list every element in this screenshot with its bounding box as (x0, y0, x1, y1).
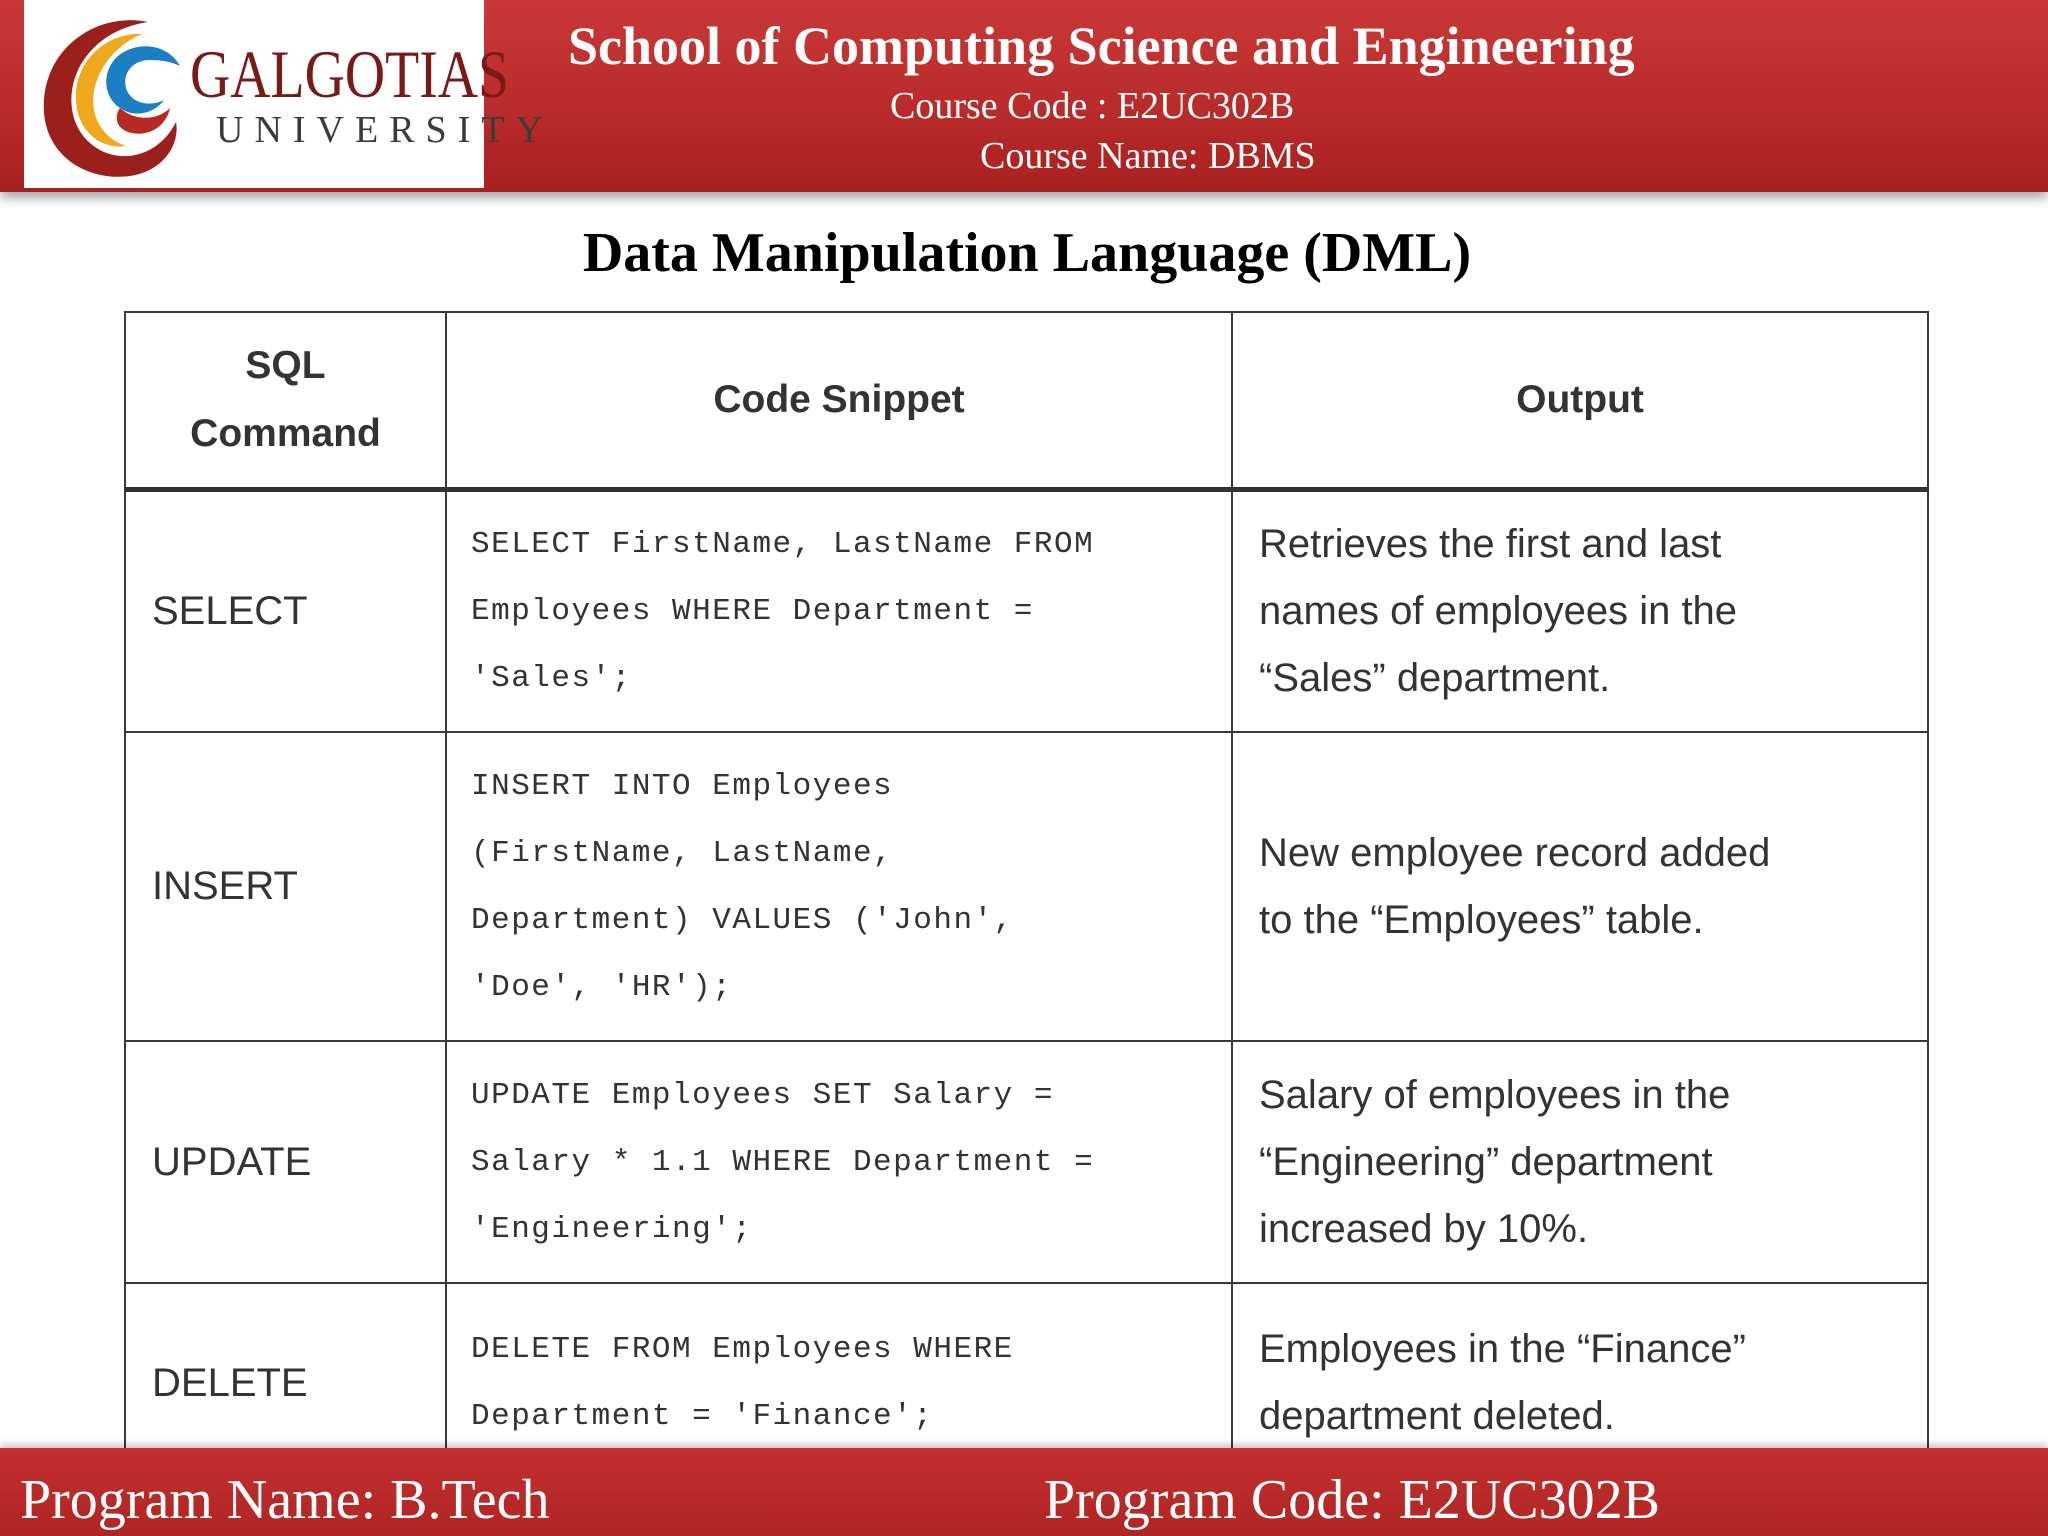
code-line: Salary * 1.1 WHERE Department = (471, 1144, 1095, 1180)
code-line: (FirstName, LastName, (471, 835, 894, 871)
header-sql-command-line2: Command (190, 411, 381, 455)
output-cell (1232, 489, 1928, 732)
university-logo (24, 0, 554, 188)
output-line: increased by 10%. (1259, 1206, 1589, 1251)
table-row (125, 489, 1928, 732)
code-line: 'Sales'; (471, 660, 632, 696)
code-line: Employees WHERE Department = (471, 593, 1034, 629)
output-line: names of employees in the (1259, 588, 1738, 633)
output-cell (1232, 1041, 1928, 1283)
header-code-snippet: Code Snippet (446, 312, 1232, 489)
code-snippet-cell (446, 489, 1232, 732)
table-header-row (125, 312, 1928, 489)
header-sql-command (125, 312, 446, 489)
slide-footer (0, 1448, 2048, 1536)
output-line: Salary of employees in the (1259, 1072, 1731, 1117)
output-line: Employees in the “Finance” (1259, 1327, 1746, 1371)
code-line: Department) VALUES ('John', (471, 902, 1014, 938)
code-snippet-cell (446, 1041, 1232, 1283)
slide-header (0, 0, 2048, 192)
code-line: 'Engineering'; (471, 1211, 753, 1247)
command-cell: UPDATE (125, 1041, 446, 1283)
table-row (125, 732, 1928, 1041)
program-code: Program Code: E2UC302B (1044, 1469, 1660, 1531)
code-line: INSERT INTO Employees (471, 768, 894, 804)
command-cell: SELECT (125, 489, 446, 732)
output-line: New employee record added (1259, 830, 1771, 875)
school-title: School of Computing Science and Engineering (568, 16, 1635, 76)
output-line: department deleted. (1259, 1394, 1615, 1438)
output-line: “Engineering” department (1259, 1139, 1713, 1184)
course-code: Course Code : E2UC302B (890, 85, 1295, 127)
logo-subtext: UNIVERSITY (216, 109, 554, 151)
logo-wordmark: GALGOTIAS (190, 36, 510, 112)
course-name: Course Name: DBMS (980, 135, 1316, 177)
command-cell: INSERT (125, 732, 446, 1041)
program-name: Program Name: B.Tech (20, 1469, 550, 1531)
code-line: SELECT FirstName, LastName FROM (471, 526, 1095, 562)
code-line: 'Doe', 'HR'); (471, 969, 733, 1005)
table-row (125, 1041, 1928, 1283)
galgotias-logo-icon (30, 4, 190, 184)
header-output: Output (1232, 312, 1928, 489)
code-line: Department = 'Finance'; (471, 1399, 934, 1434)
code-line: DELETE FROM Employees WHERE (471, 1332, 1014, 1367)
output-line: Retrieves the first and last (1259, 521, 1722, 566)
slide-title: Data Manipulation Language (DML) (582, 222, 1472, 284)
output-cell (1232, 732, 1928, 1041)
dml-table (124, 311, 1929, 1484)
code-line: UPDATE Employees SET Salary = (471, 1077, 1054, 1113)
code-snippet-cell (446, 732, 1232, 1041)
output-line: to the “Employees” table. (1259, 897, 1704, 942)
output-line: “Sales” department. (1259, 655, 1611, 700)
header-sql-command-line1: SQL (245, 343, 326, 387)
command-cell: DELETE (125, 1283, 446, 1483)
